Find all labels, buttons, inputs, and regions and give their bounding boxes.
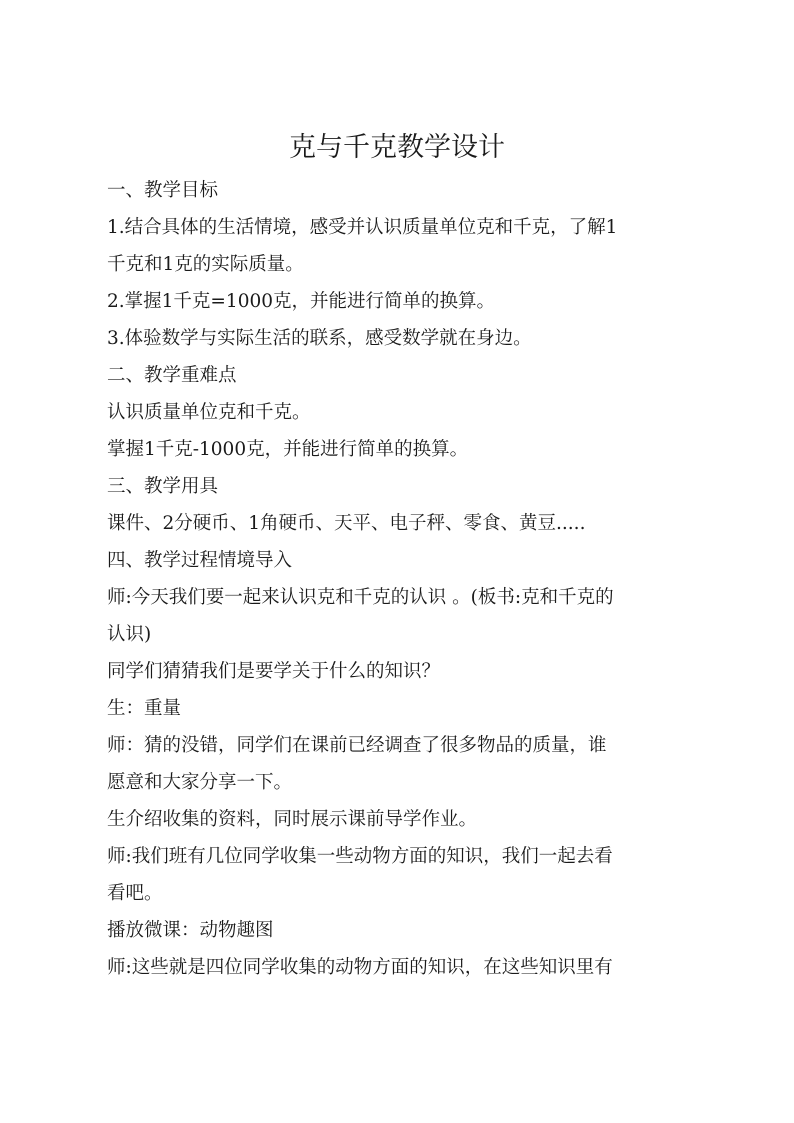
paragraph-line: 愿意和大家分享一下。 [107, 772, 293, 793]
paragraph-line: 师:今天我们要一起来认识克和千克的认识 。(板书:克和千克的 [107, 587, 614, 608]
section-heading-process: 四、教学过程情境导入 [107, 550, 293, 571]
paragraph-line: 千克和1克的实际质量。 [107, 254, 304, 275]
paragraph-line: 生介绍收集的资料，同时展示课前导学作业。 [107, 809, 478, 830]
paragraph-line: 师:这些就是四位同学收集的动物方面的知识，在这些知识里有 [107, 957, 613, 978]
paragraph-line: 认识) [107, 624, 152, 645]
paragraph-line: 生：重量 [107, 698, 182, 719]
paragraph-line: 3.体验数学与实际生活的联系，感受数学就在身边。 [107, 328, 532, 349]
paragraph-line: 课件、2分硬币、1角硬币、天平、电子秤、零食、黄豆..... [107, 513, 586, 534]
paragraph-line: 认识质量单位克和千克。 [107, 402, 311, 423]
document-title: 克与千克教学设计 [289, 132, 505, 163]
paragraph-line: 师:我们班有几位同学收集一些动物方面的知识，我们一起去看 [107, 846, 613, 867]
paragraph-line: 2.掌握1千克=1000克，并能进行简单的换算。 [107, 291, 496, 312]
document-body [107, 172, 691, 986]
paragraph-line: 1.结合具体的生活情境，感受并认识质量单位克和千克，了解1 [107, 217, 618, 238]
paragraph-line: 看吧。 [107, 883, 163, 904]
paragraph-line: 同学们猜猜我们是要学关于什么的知识？ [107, 661, 441, 682]
section-heading-materials: 三、教学用具 [107, 476, 219, 497]
paragraph-line: 播放微课：动物趣图 [107, 920, 274, 941]
paragraph-line: 师：猜的没错，同学们在课前已经调查了很多物品的质量，谁 [107, 735, 607, 756]
paragraph-line: 掌握1千克-1000克，并能进行简单的换算。 [107, 439, 469, 460]
section-heading-key-points: 二、教学重难点 [107, 365, 237, 386]
section-heading-objectives: 一、教学目标 [107, 180, 219, 201]
